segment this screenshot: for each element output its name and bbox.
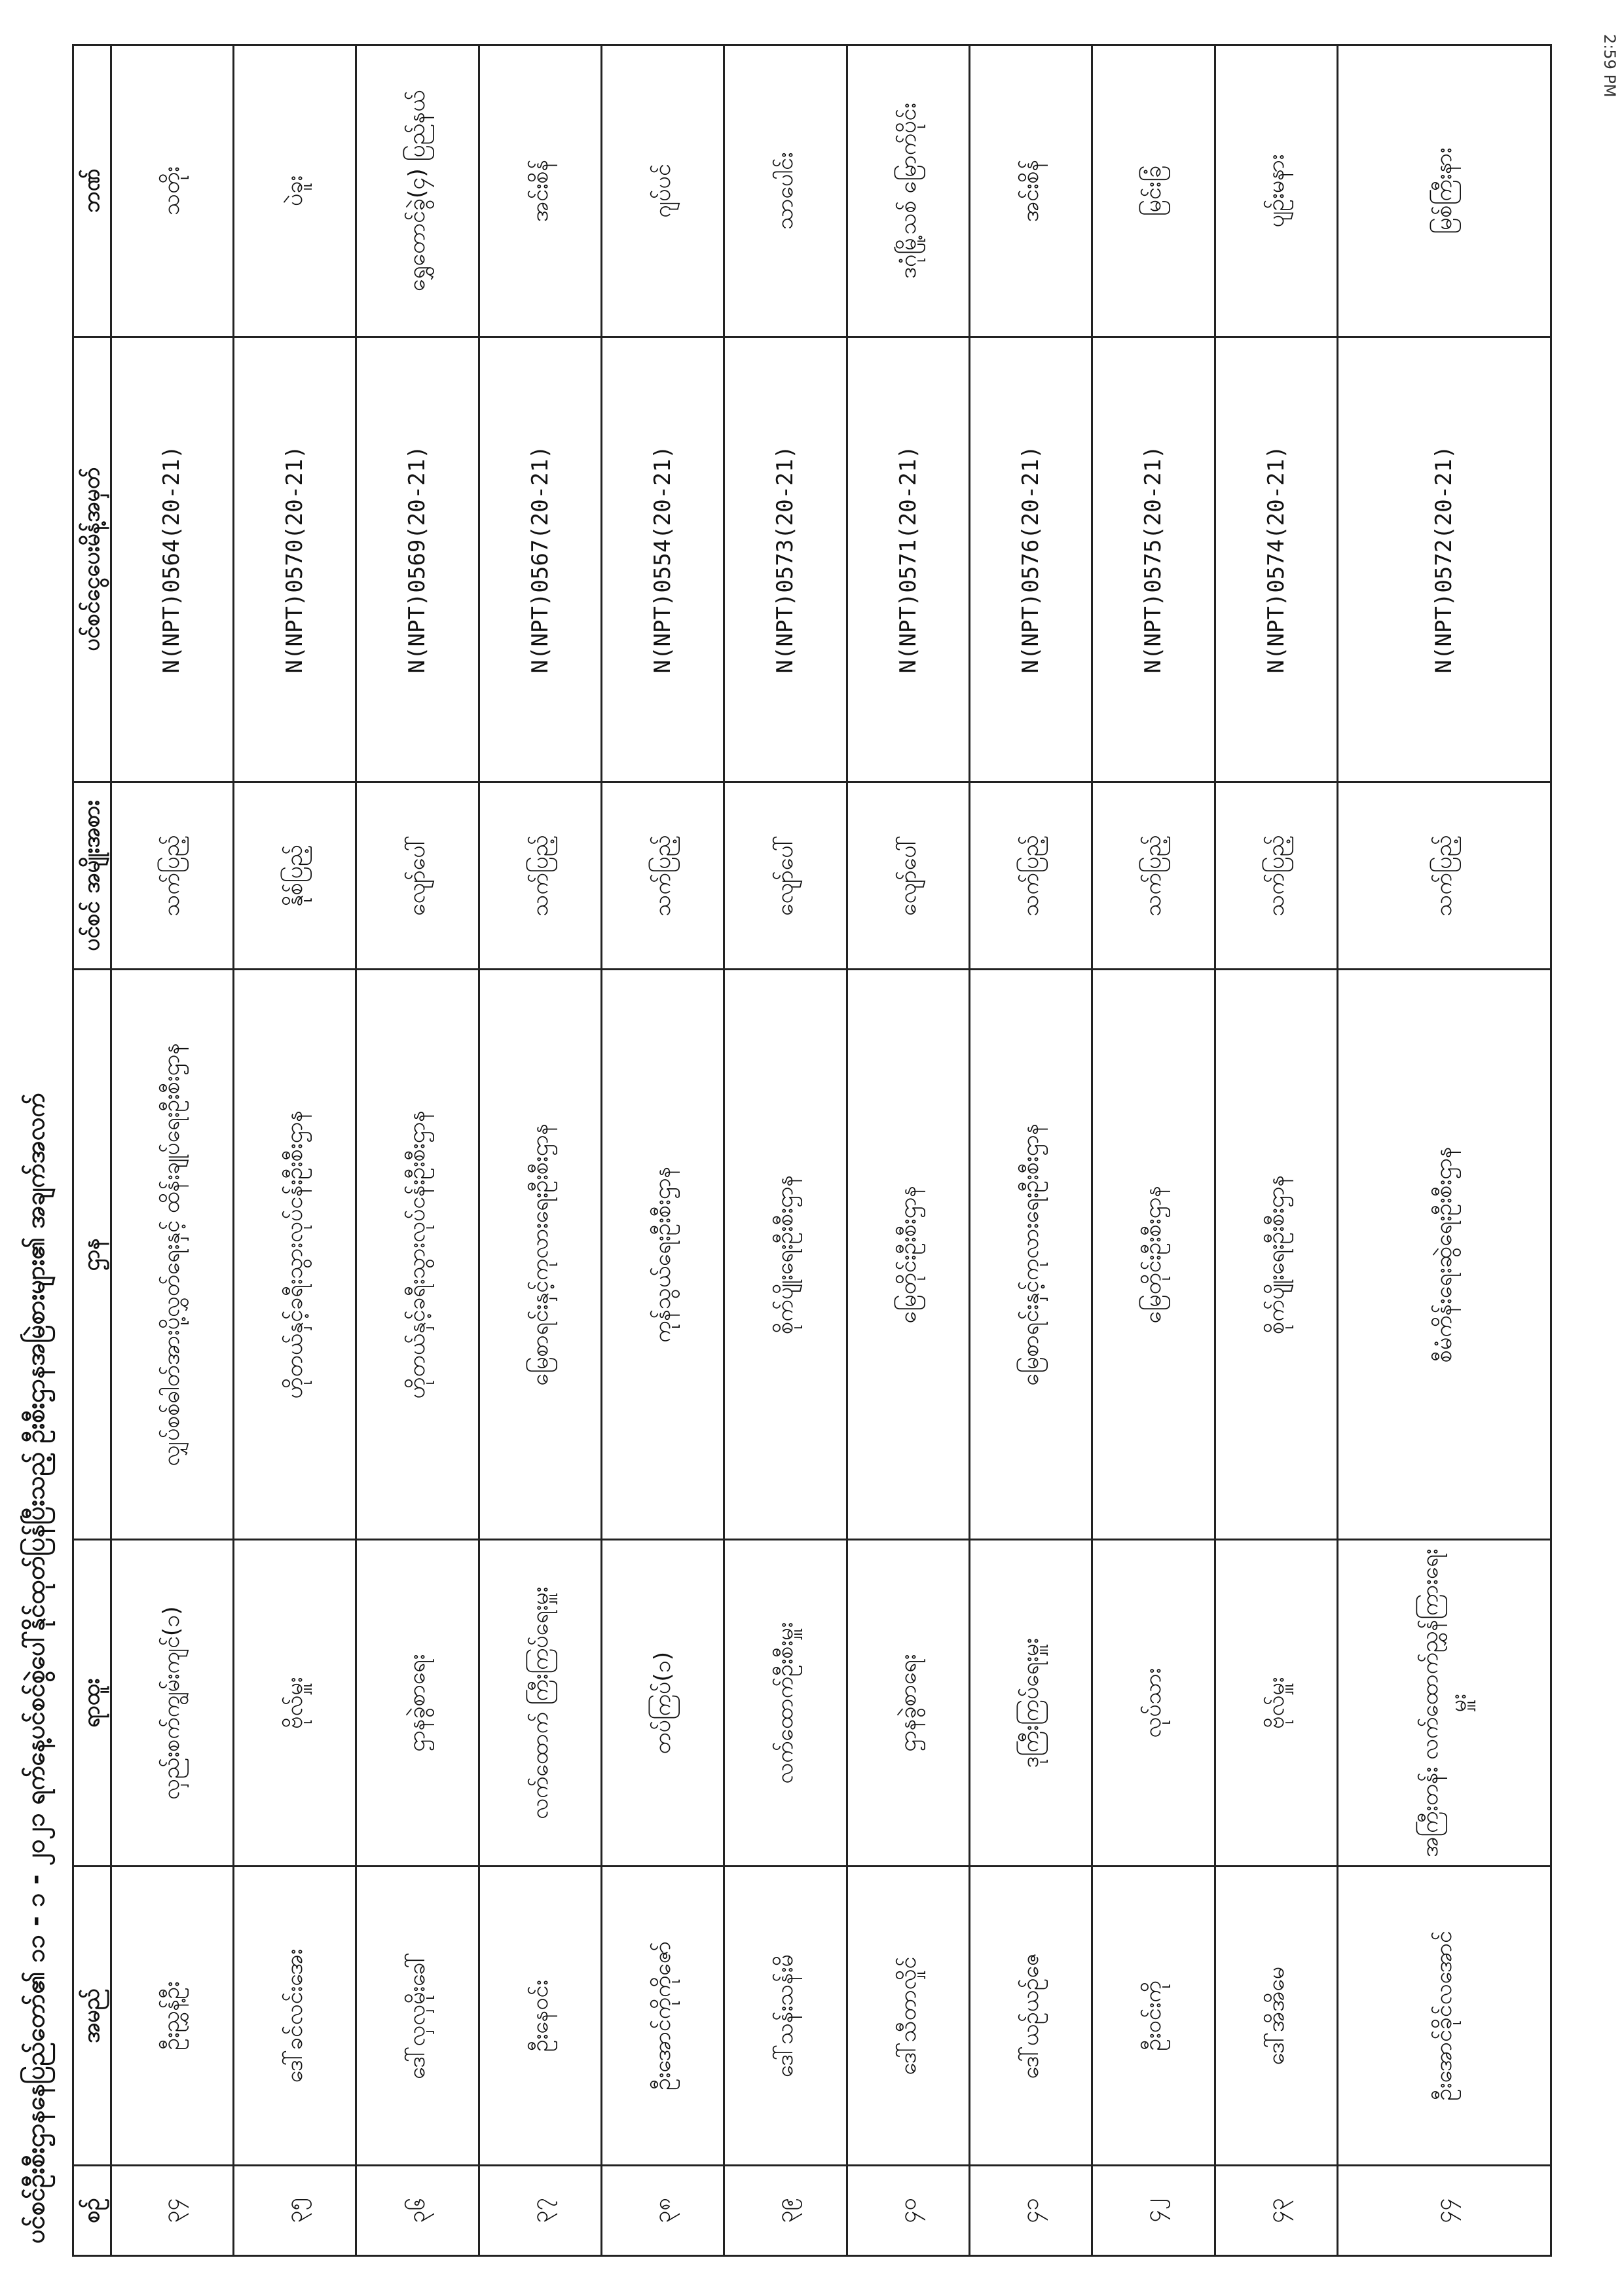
- row-position: ဒုကြီးကြပ်ရေးမှူး: [970, 1540, 1092, 1867]
- row-pension-type: လျော်ပေါ်: [724, 782, 847, 970]
- row-name: ဒေါ်ခင်လင်းအေး: [233, 1867, 356, 2166]
- header-department: ဌာန: [73, 970, 111, 1540]
- header-no: စဉ်: [73, 2165, 111, 2255]
- table-row: [724, 45, 847, 2256]
- table-row: [111, 45, 233, 2256]
- table-row: [1215, 45, 1337, 2256]
- row-name: ဦးညွှန့်ဦး: [111, 1867, 233, 2166]
- row-bank: ဒဂုံမြို့သစ် မြောက်ပိုင်း: [847, 45, 969, 337]
- row-name: ဒေါ်အိအိမေ: [1215, 1867, 1337, 2166]
- row-position: လက်ထောက်ဦးစီးမှူး: [724, 1540, 847, 1867]
- row-name: ဦးနေဝင်း: [479, 1867, 601, 2166]
- row-department: စီမံကိန်းရေးဆွဲရေးဦးစီးဌာန: [1338, 970, 1551, 1540]
- row-license-no: N(NPT)0576(20-21): [970, 337, 1092, 782]
- row-name: ဦးအောင်ကိုကိုဇော်: [601, 1867, 724, 2166]
- row-bank: မြင်းခြံ: [1092, 45, 1215, 337]
- row-number: ၃၆: [356, 2165, 479, 2255]
- row-license-no: N(NPT)0570(20-21): [233, 337, 356, 782]
- row-bank: သတိုး: [111, 45, 233, 337]
- row-department: လျှပ်စစ်ဓါတ်အားပို့လွှတ်ရေးနှင့် ထိန်းချုပ်ရေးဦးစီးဌာန: [111, 970, 233, 1540]
- row-position: လက်ထောက် ကြီးကြပ်ရေးမှူး: [479, 1540, 601, 1867]
- row-number: ၃၈: [601, 2165, 724, 2255]
- row-bank: အင်းစိန်: [479, 45, 601, 337]
- row-number: ၄၄: [1338, 2165, 1551, 2255]
- row-pension-type: သက်ပြည့်: [601, 782, 724, 970]
- row-license-no: N(NPT)0572(20-21): [1338, 337, 1551, 782]
- timestamp: 2:59 PM: [1600, 34, 1619, 98]
- row-pension-type: သက်ပြည့်: [479, 782, 601, 970]
- row-number: ၄၀: [847, 2165, 969, 2255]
- row-department: မြေစာရင်းနှင့်ကုလားရေးဦးစီးဌာန: [479, 970, 601, 1540]
- header-position: ရာထူး: [73, 1540, 111, 1867]
- row-pension-type: သက်ပြည့်: [111, 782, 233, 970]
- row-bank: ပဲခူး: [233, 45, 356, 337]
- header-bank: ဘဏ်: [73, 45, 111, 337]
- table-row: [479, 45, 601, 2256]
- row-department: ကုန်သွယ်ရေးဦးစီးဌာန: [601, 970, 724, 1540]
- row-position: အကြီးတန်း လက်ထောက်ညွှန်ကြားရေးမှူး: [1338, 1540, 1551, 1867]
- row-department: စိုက်ပျိုးရေးဦးစီးဌာန: [1215, 970, 1337, 1540]
- row-department: မြေစာရင်းနှင့်ကုလားရေးဦးစီးဌာန: [970, 970, 1092, 1540]
- row-number: ၃၉: [724, 2165, 847, 2255]
- row-license-no: N(NPT)0575(20-21): [1092, 337, 1215, 782]
- row-name: ဦးအောင်ခိုင်လအောင်: [1338, 1867, 1551, 2166]
- row-number: ၃၇: [479, 2165, 601, 2255]
- header-pension-type: ပင်စင် အမျိုးအစား: [73, 782, 111, 970]
- row-number: ၃၄: [111, 2165, 233, 2255]
- row-license-no: N(NPT)0554(20-21): [601, 337, 724, 782]
- row-license-no: N(NPT)0564(20-21): [111, 337, 233, 782]
- table-row: [601, 45, 724, 2256]
- header-name: အမည်: [73, 1867, 111, 2166]
- row-name: ဦးဝင်းကို: [1092, 1867, 1215, 2166]
- row-pension-type: သက်ပြည့်: [1338, 782, 1551, 970]
- row-name: ဒေါ်ယဉ်ယဉ်ဇေ: [970, 1867, 1092, 2166]
- table-row: [847, 45, 969, 2256]
- table-row: [233, 45, 356, 2256]
- document-title: ပင်စင်ဦးစီးဌာနနေပြည်တော်၏ ၁၁ - ၁ - ၂၀၂၁ ရက်နေ့ပင်စင်စွဲပေါ်နိုင်ထုတ်ပြန်ပြီးသည့် ဦးစီးဌာနအမြဲစားများ၏ အချက်အလက်: [21, 1093, 50, 2244]
- row-position: လှည်းစက်ကျွမ်းကျင်(၁): [111, 1540, 233, 1867]
- row-number: ၃၅: [233, 2165, 356, 2255]
- row-name: ဒေါ်သီတာလှိုင်: [847, 1867, 969, 2166]
- row-bank: ရွှေတောင်ခွဲ(၄) ပြည်နယ်: [356, 45, 479, 337]
- row-bank: သာပေါင်း: [724, 45, 847, 337]
- row-pension-type: သက်ပြည့်: [970, 782, 1092, 970]
- row-position: ဌာနခွဲစာရေး: [847, 1540, 969, 1867]
- row-number: ၄၃: [1215, 2165, 1337, 2255]
- row-pension-type: လျော်ပေါ်: [356, 782, 479, 970]
- row-license-no: N(NPT)0569(20-21): [356, 337, 479, 782]
- row-pension-type: နိုစ်ပြည့်: [233, 782, 356, 970]
- row-license-no: N(NPT)0571(20-21): [847, 337, 969, 782]
- row-name: ဒေါ်လှလှမိုးခေါ်: [356, 1867, 479, 2166]
- row-license-no: N(NPT)0573(20-21): [724, 337, 847, 782]
- row-department: မြေတိုင်းဦးစီးဌာန: [1092, 970, 1215, 1540]
- pension-table: [72, 44, 1552, 2257]
- row-position: ဌာနခွဲစာရေး: [356, 1540, 479, 1867]
- row-pension-type: သက်ပြည့်: [1215, 782, 1337, 970]
- header-license-no: ပင်စင်ငွေပေးမိန့်အမှတ်: [73, 337, 111, 782]
- row-department: စိုက်ပျိုးရေးဦးစီးဌာန: [724, 970, 847, 1540]
- row-pension-type: သက်ပြည့်: [1092, 782, 1215, 970]
- row-department: ဟိုတယ်နှင့်ခရီးသွားလုပ်ငန်းဦးစီးဌာန: [356, 970, 479, 1540]
- row-department: ဟိုတယ်နှင့်ခရီးသွားလုပ်ငန်းဦးစီးဌာန: [233, 970, 356, 1540]
- row-bank: ပျဉ်းမနား: [1215, 45, 1337, 337]
- table-row: [970, 45, 1092, 2256]
- row-position: ဗိုလ်မှူး: [233, 1540, 356, 1867]
- row-number: ၄၂: [1092, 2165, 1215, 2255]
- table-row: [356, 45, 479, 2256]
- header-row: [73, 45, 111, 2256]
- row-name: ဒေါ်သန်းသန်းမိ: [724, 1867, 847, 2166]
- table-row: [1338, 45, 1551, 2256]
- table-row: [1092, 45, 1215, 2256]
- row-position: ဗိုလ်မှူး: [1215, 1540, 1337, 1867]
- row-license-no: N(NPT)0567(20-21): [479, 337, 601, 782]
- row-license-no: N(NPT)0574(20-21): [1215, 337, 1337, 782]
- row-position: တပ်ကြပ်(၁): [601, 1540, 724, 1867]
- row-pension-type: လျော်ပေါ်: [847, 782, 969, 970]
- row-bank: မြစ်ကြီးနား: [1338, 45, 1551, 337]
- row-position: လုပ်သား: [1092, 1540, 1215, 1867]
- row-bank: အင်းစိန်: [970, 45, 1092, 337]
- row-department: မြေတိုင်းဦးစီးဌာန: [847, 970, 969, 1540]
- row-number: ၄၁: [970, 2165, 1092, 2255]
- row-bank: ဂျပ်ပင်: [601, 45, 724, 337]
